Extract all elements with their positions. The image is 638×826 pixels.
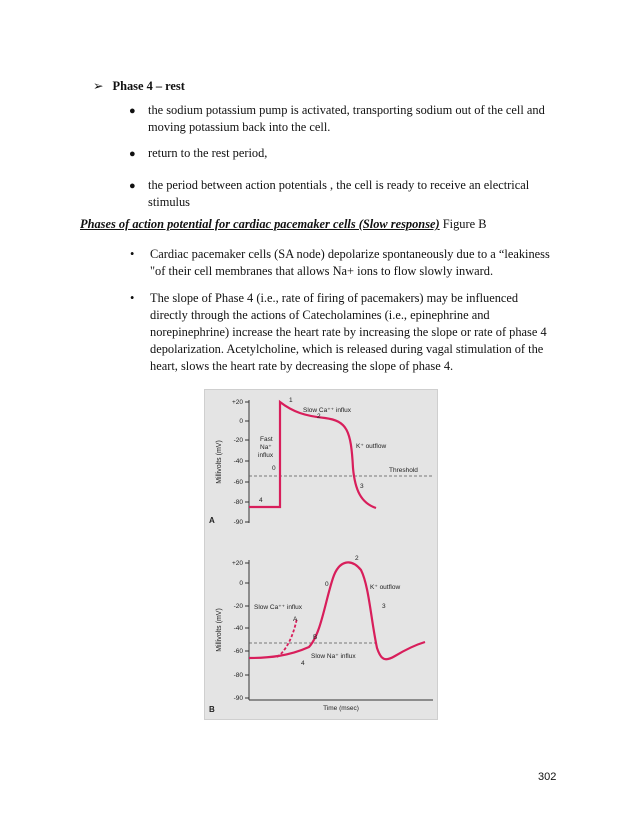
panel-a-tick-label: -90 xyxy=(233,519,243,526)
panel-a-tick-label: -80 xyxy=(233,499,243,506)
panel-a-ticks xyxy=(232,399,249,526)
section-point-1-line-1: Cardiac pacemaker cells (SA node) depolarize spontaneously due to a “leakiness xyxy=(150,247,550,261)
section-point-1-line-2: "of their cell membranes that allows Na+ ions to flow slowly inward. xyxy=(150,264,494,278)
section-point-2-line-4: depolarization. Acetylcholine, which is released during vagal stimulation of the xyxy=(150,342,544,356)
bullet-dot-icon: ● xyxy=(129,180,136,192)
phase4-bullet-1-line-2: moving potassium back into the cell. xyxy=(148,120,331,134)
panel-a-phase-0: 0 xyxy=(272,465,276,472)
panel-b-tick-label: -20 xyxy=(233,603,243,610)
panel-a-phase-2: 2 xyxy=(317,413,321,420)
panel-b-tick-label: -90 xyxy=(233,695,243,702)
phase4-heading-row xyxy=(93,78,185,95)
panel-b-letter: B xyxy=(209,705,215,714)
bullet-dot-icon: ● xyxy=(129,105,136,117)
phase4-bullet-1-line-1: the sodium potassium pump is activated, transporting sodium out of the cell and xyxy=(148,103,545,117)
bullet-dot-icon: • xyxy=(130,291,135,305)
panel-b-tick-label: -60 xyxy=(233,648,243,655)
bullet-dot-icon: ● xyxy=(129,148,136,160)
panel-b-tick-label: 0 xyxy=(239,580,243,587)
panel-a-phase-3: 3 xyxy=(360,483,364,490)
panel-a-tick-label: -60 xyxy=(233,479,243,486)
section-title: Phases of action potential for cardiac pacemaker cells (Slow response) xyxy=(80,217,440,231)
panel-a-influx-label: influx xyxy=(258,452,274,459)
bullet-dot-icon: • xyxy=(130,247,135,261)
panel-b-label-a: A xyxy=(293,616,298,623)
panel-b-slow-na-label: Slow Na⁺ influx xyxy=(311,653,356,660)
phase4-bullet-2: return to the rest period, xyxy=(148,146,268,160)
section-suffix: Figure B xyxy=(439,217,487,231)
panel-b-ticks xyxy=(232,560,249,702)
panel-a xyxy=(209,397,433,526)
panel-b-tick-label: -40 xyxy=(233,625,243,632)
panel-a-tick-label: 0 xyxy=(239,418,243,425)
panel-a-fast-label: Fast xyxy=(260,436,273,443)
panel-b-tick-label: +20 xyxy=(231,560,243,567)
panel-a-tick-label: +20 xyxy=(231,399,243,406)
action-potential-diagram xyxy=(205,390,437,719)
panel-b-phase-0: 0 xyxy=(325,581,329,588)
section-point-2-line-5: heart, slows the heart rate by decreasing the slope of phase 4. xyxy=(150,359,454,373)
panel-a-tick-label: -20 xyxy=(233,437,243,444)
panel-b-k-outflow-label: K⁺ outflow xyxy=(370,584,401,591)
phase4-heading: Phase 4 – rest xyxy=(112,79,185,93)
panel-b-faster-depolarization-trace xyxy=(277,618,297,657)
panel-b xyxy=(209,555,433,714)
panel-b-label-b: B xyxy=(313,634,318,641)
panel-b-phase-4: 4 xyxy=(301,660,305,667)
section-point-2-line-2: directly through the actions of Catecholamines (i.e., epinephrine and xyxy=(150,308,490,322)
panel-a-letter: A xyxy=(209,516,215,525)
panel-a-phase-4: 4 xyxy=(259,497,263,504)
section-heading xyxy=(80,216,486,233)
panel-a-slow-ca-label: Slow Ca⁺⁺ influx xyxy=(303,407,352,414)
panel-a-na-label: Na⁺ xyxy=(260,444,272,451)
panel-a-y-label: Millivolts (mV) xyxy=(216,440,223,484)
panel-b-tick-label: -80 xyxy=(233,672,243,679)
phase4-bullet-3-line-1: the period between action potentials , the cell is ready to receive an electrical xyxy=(148,178,530,192)
action-potential-figure xyxy=(204,389,438,720)
panel-b-phase-2: 2 xyxy=(355,555,359,562)
section-point-2-line-1: The slope of Phase 4 (i.e., rate of firing of pacemakers) may be influenced xyxy=(150,291,519,305)
panel-b-phase-3: 3 xyxy=(382,603,386,610)
panel-a-tick-label: -40 xyxy=(233,458,243,465)
panel-a-threshold-label: Threshold xyxy=(389,467,418,474)
panel-a-k-outflow-label: K⁺ outflow xyxy=(356,443,387,450)
phase4-bullet-3-line-2: stimulus xyxy=(148,195,190,209)
panel-b-y-label: Millivolts (mV) xyxy=(216,608,223,652)
page-number: 302 xyxy=(538,771,557,783)
section-point-2-line-3: norepinephrine) increase the heart rate by increasing the slope or rate of phase 4 xyxy=(150,325,547,339)
panel-a-phase-1: 1 xyxy=(289,397,293,404)
panel-b-slow-ca-label: Slow Ca⁺⁺ influx xyxy=(254,604,303,611)
arrow-bullet-icon: ➢ xyxy=(93,79,104,93)
panel-b-x-label: Time (msec) xyxy=(323,705,359,712)
